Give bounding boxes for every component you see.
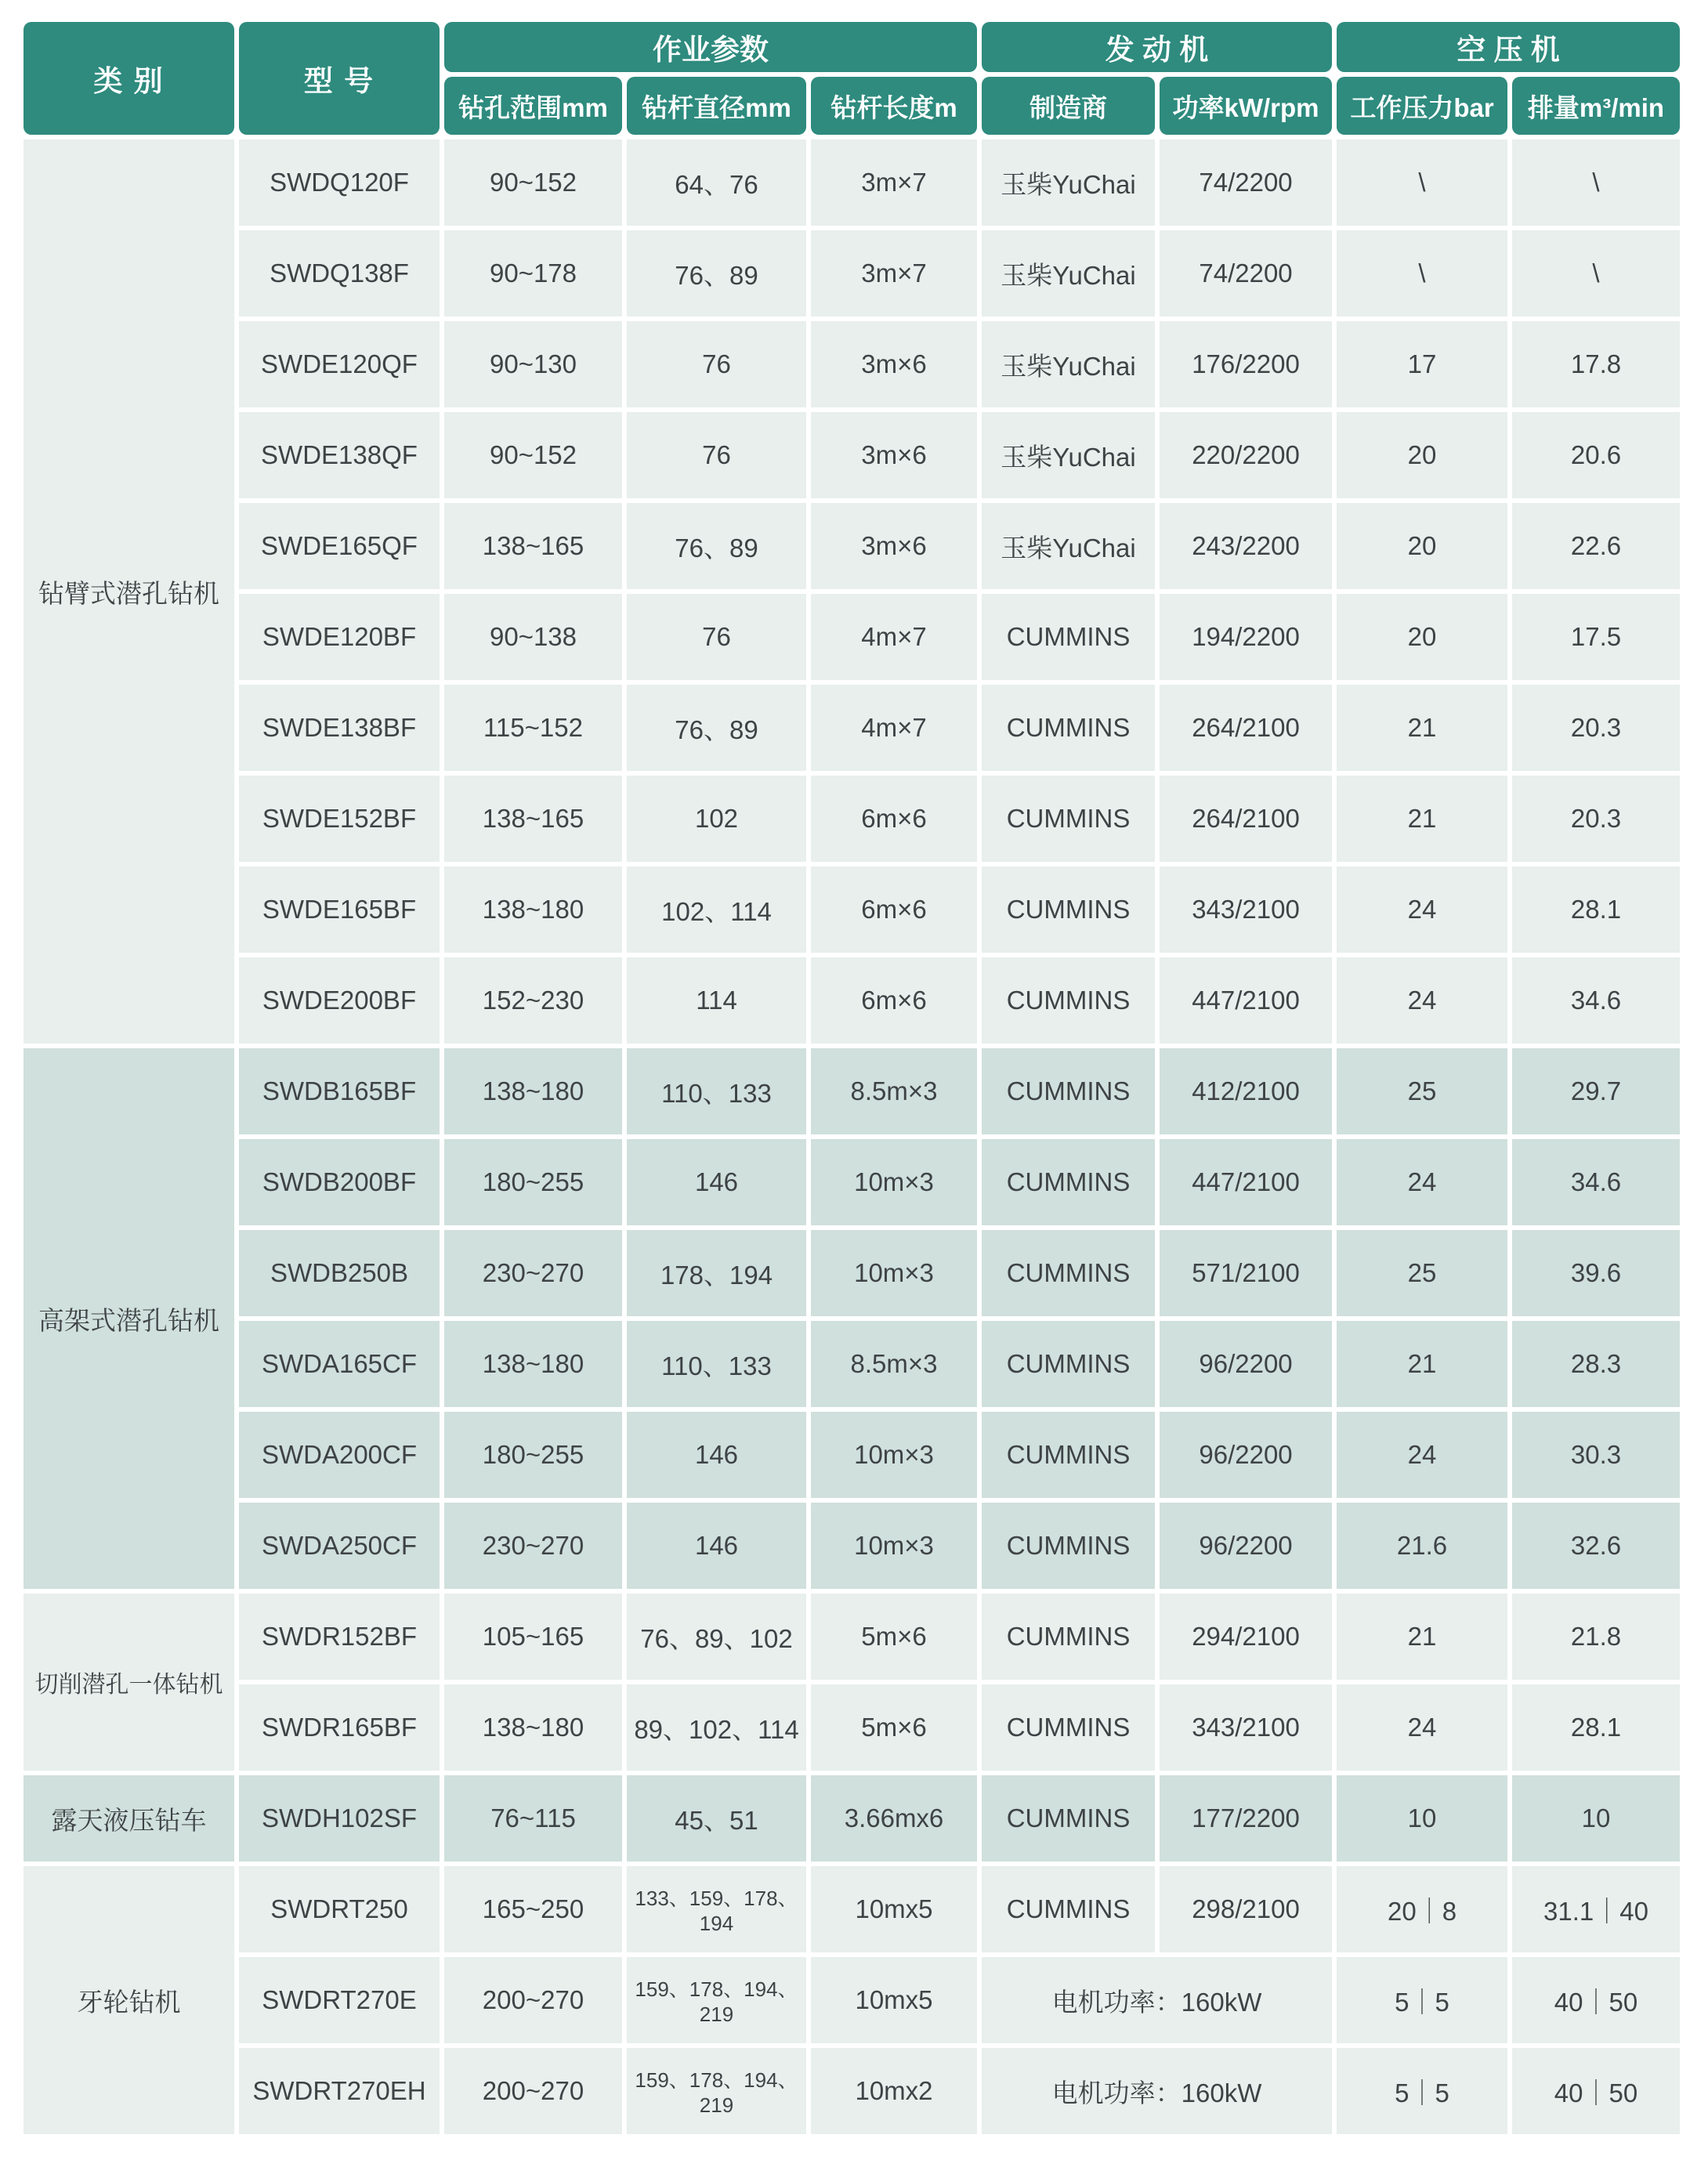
model-cell: SWDQ120F: [239, 139, 440, 226]
header-pipe-diameter: 钻杆直径mm: [627, 77, 806, 135]
working-pressure-cell: 24: [1337, 1139, 1507, 1225]
engine-power-cell: 177/2200: [1160, 1775, 1332, 1861]
working-pressure-cell: 17: [1337, 321, 1507, 407]
table-row: [24, 412, 1680, 498]
displacement-cell: 29.7: [1512, 1048, 1680, 1134]
displacement-cell: 22.6: [1512, 503, 1680, 589]
working-pressure-cell: \: [1337, 139, 1507, 226]
engine-power-cell: 343/2100: [1160, 1684, 1332, 1771]
pipe-diameter-cell: 146: [627, 1412, 806, 1498]
table-row: [24, 1048, 1680, 1134]
working-pressure-cell: 25: [1337, 1230, 1507, 1316]
drill-range-cell: 90~130: [444, 321, 622, 407]
drill-range-cell: 115~152: [444, 685, 622, 771]
engine-power-cell: 447/2100: [1160, 1139, 1332, 1225]
engine-maker-cell: CUMMINS: [982, 957, 1155, 1044]
pipe-diameter-cell: 146: [627, 1139, 806, 1225]
engine-maker-cell: CUMMINS: [982, 1321, 1155, 1407]
displacement-cell: 30.3: [1512, 1412, 1680, 1498]
engine-maker-cell: 玉柴YuChai: [982, 139, 1155, 226]
pipe-length-cell: 3m×6: [811, 412, 977, 498]
table-row: [24, 866, 1680, 953]
drill-range-cell: 105~165: [444, 1594, 622, 1680]
pipe-length-cell: 3m×6: [811, 503, 977, 589]
model-cell: SWDE200BF: [239, 957, 440, 1044]
model-cell: SWDR152BF: [239, 1594, 440, 1680]
table-row: [24, 1321, 1680, 1407]
working-pressure-cell: 20｜8: [1337, 1866, 1507, 1952]
displacement-cell: \: [1512, 139, 1680, 226]
model-cell: SWDA165CF: [239, 1321, 440, 1407]
table-row: [24, 139, 1680, 226]
header-engine-maker: 制造商: [982, 77, 1155, 135]
category-cell: 牙轮钻机: [24, 1866, 234, 2134]
engine-maker-cell: CUMMINS: [982, 594, 1155, 680]
working-pressure-cell: 5｜5: [1337, 2048, 1507, 2134]
displacement-cell: 40｜50: [1512, 2048, 1680, 2134]
header-displacement: 排量m³/min: [1512, 77, 1680, 135]
pipe-length-cell: 6m×6: [811, 866, 977, 953]
engine-power-cell: 294/2100: [1160, 1594, 1332, 1680]
displacement-cell: 40｜50: [1512, 1957, 1680, 2043]
table-row: [24, 1412, 1680, 1498]
engine-maker-cell: CUMMINS: [982, 776, 1155, 862]
engine-power-cell: 176/2200: [1160, 321, 1332, 407]
engine-maker-cell: 玉柴YuChai: [982, 230, 1155, 317]
working-pressure-cell: 24: [1337, 957, 1507, 1044]
model-cell: SWDB250B: [239, 1230, 440, 1316]
header-model: 型 号: [239, 22, 440, 135]
pipe-length-cell: 8.5m×3: [811, 1321, 977, 1407]
engine-power-cell: 264/2100: [1160, 685, 1332, 771]
pipe-length-cell: 3m×7: [811, 139, 977, 226]
table-row: [24, 1139, 1680, 1225]
displacement-cell: 10: [1512, 1775, 1680, 1861]
pipe-length-cell: 10mx5: [811, 1866, 977, 1952]
working-pressure-cell: 24: [1337, 866, 1507, 953]
pipe-length-cell: 10mx2: [811, 2048, 977, 2134]
model-cell: SWDE165QF: [239, 503, 440, 589]
engine-power-cell: 220/2200: [1160, 412, 1332, 498]
engine-maker-cell: CUMMINS: [982, 1412, 1155, 1498]
table-row: [24, 685, 1680, 771]
header-pipe-length: 钻杆长度m: [811, 77, 977, 135]
pipe-diameter-cell: 76: [627, 594, 806, 680]
drill-range-cell: 165~250: [444, 1866, 622, 1952]
pipe-diameter-cell: 76: [627, 321, 806, 407]
engine-maker-cell: CUMMINS: [982, 1139, 1155, 1225]
model-cell: SWDE165BF: [239, 866, 440, 953]
pipe-length-cell: 4m×7: [811, 594, 977, 680]
header-group-row: [24, 22, 1680, 72]
model-cell: SWDB165BF: [239, 1048, 440, 1134]
table-row: [24, 1684, 1680, 1771]
working-pressure-cell: 20: [1337, 412, 1507, 498]
working-pressure-cell: 21: [1337, 1321, 1507, 1407]
engine-merged-cell: 电机功率：160kW: [982, 1957, 1332, 2043]
table-row: [24, 776, 1680, 862]
model-cell: SWDRT270EH: [239, 2048, 440, 2134]
engine-maker-cell: CUMMINS: [982, 1866, 1155, 1952]
displacement-cell: 20.3: [1512, 685, 1680, 771]
drill-range-cell: 138~165: [444, 503, 622, 589]
displacement-cell: 39.6: [1512, 1230, 1680, 1316]
table-row: [24, 230, 1680, 317]
engine-power-cell: 298/2100: [1160, 1866, 1332, 1952]
table-row: [24, 1775, 1680, 1861]
spec-table: [19, 17, 1684, 2139]
drill-range-cell: 90~152: [444, 139, 622, 226]
pipe-diameter-cell: 133、159、178、194: [627, 1866, 806, 1952]
engine-power-cell: 96/2200: [1160, 1321, 1332, 1407]
pipe-length-cell: 4m×7: [811, 685, 977, 771]
drill-range-cell: 90~138: [444, 594, 622, 680]
header-group-operating-params: 作业参数: [444, 22, 977, 72]
working-pressure-cell: 24: [1337, 1412, 1507, 1498]
table-row: [24, 321, 1680, 407]
model-cell: SWDA200CF: [239, 1412, 440, 1498]
table-row: [24, 503, 1680, 589]
category-cell: 高架式潜孔钻机: [24, 1048, 234, 1589]
model-cell: SWDB200BF: [239, 1139, 440, 1225]
engine-maker-cell: CUMMINS: [982, 1684, 1155, 1771]
engine-power-cell: 74/2200: [1160, 139, 1332, 226]
pipe-length-cell: 10m×3: [811, 1503, 977, 1589]
table-row: [24, 594, 1680, 680]
pipe-length-cell: 6m×6: [811, 776, 977, 862]
displacement-cell: 20.6: [1512, 412, 1680, 498]
displacement-cell: \: [1512, 230, 1680, 317]
displacement-cell: 34.6: [1512, 1139, 1680, 1225]
model-cell: SWDE120QF: [239, 321, 440, 407]
engine-maker-cell: CUMMINS: [982, 1503, 1155, 1589]
engine-maker-cell: 玉柴YuChai: [982, 503, 1155, 589]
model-cell: SWDQ138F: [239, 230, 440, 317]
model-cell: SWDR165BF: [239, 1684, 440, 1771]
model-cell: SWDE120BF: [239, 594, 440, 680]
table-row: [24, 1503, 1680, 1589]
engine-maker-cell: CUMMINS: [982, 1775, 1155, 1861]
working-pressure-cell: 20: [1337, 503, 1507, 589]
pipe-diameter-cell: 110、133: [627, 1048, 806, 1134]
pipe-length-cell: 10m×3: [811, 1230, 977, 1316]
header-working-pressure: 工作压力bar: [1337, 77, 1507, 135]
engine-power-cell: 264/2100: [1160, 776, 1332, 862]
drill-range-cell: 180~255: [444, 1412, 622, 1498]
displacement-cell: 21.8: [1512, 1594, 1680, 1680]
engine-power-cell: 343/2100: [1160, 866, 1332, 953]
engine-power-cell: 571/2100: [1160, 1230, 1332, 1316]
pipe-length-cell: 3.66mx6: [811, 1775, 977, 1861]
model-cell: SWDA250CF: [239, 1503, 440, 1589]
drill-range-cell: 90~178: [444, 230, 622, 317]
header-group-compressor: 空 压 机: [1337, 22, 1680, 72]
engine-maker-cell: CUMMINS: [982, 1594, 1155, 1680]
working-pressure-cell: 21: [1337, 1594, 1507, 1680]
header-engine-power: 功率kW/rpm: [1160, 77, 1332, 135]
displacement-cell: 28.1: [1512, 866, 1680, 953]
spec-table-header: [24, 22, 1680, 135]
drill-range-cell: 230~270: [444, 1503, 622, 1589]
category-cell: 露天液压钻车: [24, 1775, 234, 1861]
pipe-diameter-cell: 110、133: [627, 1321, 806, 1407]
engine-power-cell: 194/2200: [1160, 594, 1332, 680]
drill-range-cell: 90~152: [444, 412, 622, 498]
displacement-cell: 20.3: [1512, 776, 1680, 862]
pipe-length-cell: 3m×7: [811, 230, 977, 317]
pipe-diameter-cell: 159、178、194、219: [627, 2048, 806, 2134]
engine-maker-cell: CUMMINS: [982, 1230, 1155, 1316]
pipe-diameter-cell: 102: [627, 776, 806, 862]
model-cell: SWDE152BF: [239, 776, 440, 862]
drill-range-cell: 138~180: [444, 1048, 622, 1134]
engine-maker-cell: 玉柴YuChai: [982, 412, 1155, 498]
engine-power-cell: 447/2100: [1160, 957, 1332, 1044]
pipe-diameter-cell: 89、102、114: [627, 1684, 806, 1771]
table-row: [24, 1594, 1680, 1680]
table-row: [24, 1230, 1680, 1316]
pipe-length-cell: 10m×3: [811, 1412, 977, 1498]
working-pressure-cell: 21: [1337, 776, 1507, 862]
pipe-length-cell: 10mx5: [811, 1957, 977, 2043]
displacement-cell: 31.1｜40: [1512, 1866, 1680, 1952]
pipe-diameter-cell: 64、76: [627, 139, 806, 226]
drill-range-cell: 138~165: [444, 776, 622, 862]
category-cell: 切削潜孔一体钻机: [24, 1594, 234, 1771]
pipe-diameter-cell: 76、89: [627, 230, 806, 317]
drill-range-cell: 138~180: [444, 1321, 622, 1407]
drill-range-cell: 138~180: [444, 1684, 622, 1771]
table-row: [24, 2048, 1680, 2134]
working-pressure-cell: 10: [1337, 1775, 1507, 1861]
working-pressure-cell: \: [1337, 230, 1507, 317]
engine-power-cell: 74/2200: [1160, 230, 1332, 317]
engine-maker-cell: CUMMINS: [982, 685, 1155, 771]
engine-power-cell: 412/2100: [1160, 1048, 1332, 1134]
displacement-cell: 28.1: [1512, 1684, 1680, 1771]
spec-table-wrap: [19, 17, 1684, 2139]
displacement-cell: 17.8: [1512, 321, 1680, 407]
pipe-length-cell: 5m×6: [811, 1594, 977, 1680]
header-group-engine: 发 动 机: [982, 22, 1332, 72]
header-drill-range: 钻孔范围mm: [444, 77, 622, 135]
pipe-length-cell: 5m×6: [811, 1684, 977, 1771]
engine-merged-cell: 电机功率：160kW: [982, 2048, 1332, 2134]
pipe-diameter-cell: 76、89: [627, 685, 806, 771]
model-cell: SWDE138QF: [239, 412, 440, 498]
pipe-diameter-cell: 159、178、194、219: [627, 1957, 806, 2043]
displacement-cell: 28.3: [1512, 1321, 1680, 1407]
engine-maker-cell: CUMMINS: [982, 1048, 1155, 1134]
spec-table-body: [24, 139, 1680, 2134]
working-pressure-cell: 25: [1337, 1048, 1507, 1134]
pipe-diameter-cell: 114: [627, 957, 806, 1044]
drill-range-cell: 138~180: [444, 866, 622, 953]
drill-range-cell: 152~230: [444, 957, 622, 1044]
header-category: 类 别: [24, 22, 234, 135]
table-row: [24, 1866, 1680, 1952]
pipe-length-cell: 6m×6: [811, 957, 977, 1044]
drill-range-cell: 200~270: [444, 1957, 622, 2043]
drill-range-cell: 76~115: [444, 1775, 622, 1861]
working-pressure-cell: 21: [1337, 685, 1507, 771]
displacement-cell: 17.5: [1512, 594, 1680, 680]
working-pressure-cell: 21.6: [1337, 1503, 1507, 1589]
engine-power-cell: 96/2200: [1160, 1412, 1332, 1498]
drill-range-cell: 230~270: [444, 1230, 622, 1316]
model-cell: SWDE138BF: [239, 685, 440, 771]
drill-range-cell: 180~255: [444, 1139, 622, 1225]
pipe-length-cell: 10m×3: [811, 1139, 977, 1225]
working-pressure-cell: 24: [1337, 1684, 1507, 1771]
pipe-length-cell: 3m×6: [811, 321, 977, 407]
displacement-cell: 32.6: [1512, 1503, 1680, 1589]
engine-power-cell: 96/2200: [1160, 1503, 1332, 1589]
pipe-diameter-cell: 178、194: [627, 1230, 806, 1316]
pipe-length-cell: 8.5m×3: [811, 1048, 977, 1134]
pipe-diameter-cell: 45、51: [627, 1775, 806, 1861]
displacement-cell: 34.6: [1512, 957, 1680, 1044]
pipe-diameter-cell: 146: [627, 1503, 806, 1589]
pipe-diameter-cell: 76、89: [627, 503, 806, 589]
table-row: [24, 1957, 1680, 2043]
working-pressure-cell: 20: [1337, 594, 1507, 680]
engine-power-cell: 243/2200: [1160, 503, 1332, 589]
table-row: [24, 957, 1680, 1044]
engine-maker-cell: CUMMINS: [982, 866, 1155, 953]
pipe-diameter-cell: 76: [627, 412, 806, 498]
model-cell: SWDRT270E: [239, 1957, 440, 2043]
engine-maker-cell: 玉柴YuChai: [982, 321, 1155, 407]
category-cell: 钻臂式潜孔钻机: [24, 139, 234, 1044]
pipe-diameter-cell: 76、89、102: [627, 1594, 806, 1680]
pipe-diameter-cell: 102、114: [627, 866, 806, 953]
drill-range-cell: 200~270: [444, 2048, 622, 2134]
working-pressure-cell: 5｜5: [1337, 1957, 1507, 2043]
model-cell: SWDRT250: [239, 1866, 440, 1952]
model-cell: SWDH102SF: [239, 1775, 440, 1861]
